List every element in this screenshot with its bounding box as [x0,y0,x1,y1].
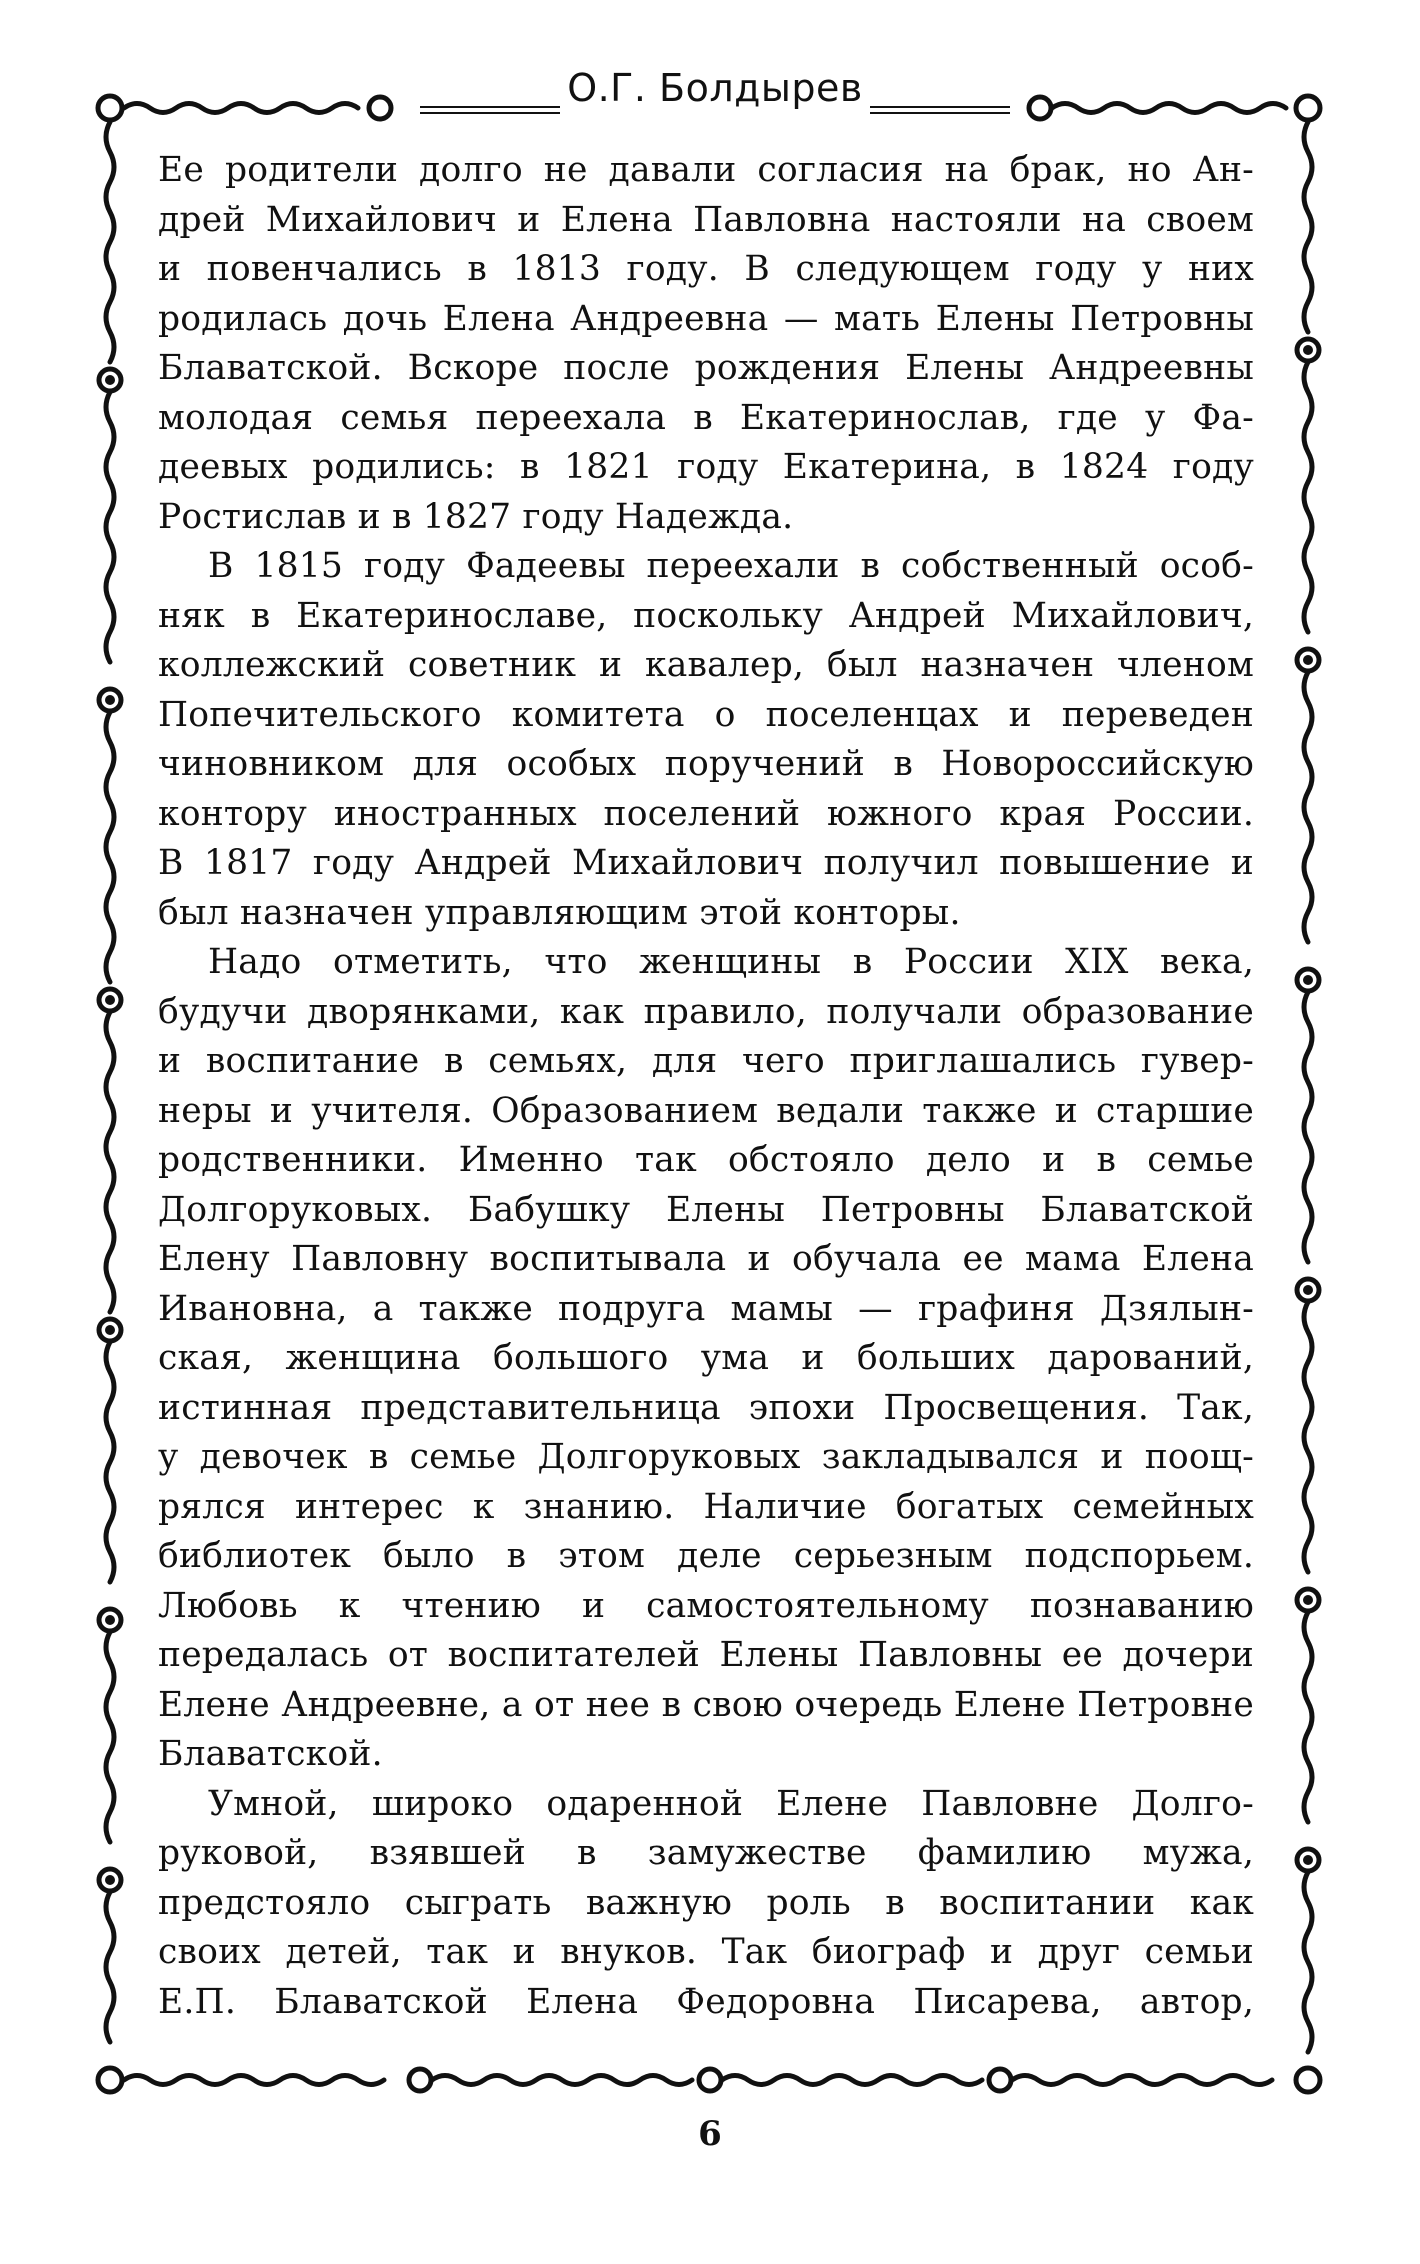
header-rule-right [870,106,1010,108]
text-line: и воспитание в семьях, для чего приглашались гувер- [158,1041,1254,1081]
text-line: няк в Екатеринославе, поскольку Андрей Михайлович, [158,595,1254,636]
text-line: неры и учителя. Образованием ведали также и старшие [158,1090,1254,1131]
text-line: Ростислав и в 1827 году Надежда. [158,496,794,537]
text-line: руковой, взявшей в замужестве фамилию мужа, [158,1833,1254,1873]
text-line: предстояло сыграть важную роль в воспитании как [158,1882,1254,1923]
text-line: дрей Михайлович и Елена Павловна настояли на своем [158,199,1254,240]
text-line: Ивановна, а также подруга мамы — графиня Дзялын- [158,1288,1254,1329]
header-rule-right-2 [870,112,1010,114]
text-line: своих детей, так и внуков. Так биограф и друг семьи [158,1932,1254,1972]
text-line: ская, женщина большого ума и больших дарований, [158,1338,1254,1378]
text-line: Надо отметить, что женщины в России XIX века, [208,942,1254,982]
text-line: Ее родители долго не давали согласия на брак, но Ан- [158,150,1254,190]
text-line: истинная представительница эпохи Просвещения. Так, [158,1387,1254,1428]
text-line: родилась дочь Елена Андреевна — мать Елены Петровны [158,298,1254,339]
text-line: и повенчались в 1813 году. В следующем году у них [158,249,1254,289]
text-line: библиотек было в этом деле серьезным подспорьем. [158,1536,1254,1576]
text-line: контору иностранных поселений южного края России. [158,793,1254,834]
text-line: коллежский советник и кавалер, был назначен членом [158,645,1254,685]
text-line: передалась от воспитателей Елены Павловны ее дочери [158,1635,1254,1675]
text-line: Умной, широко одаренной Елене Павловне Долго- [208,1783,1254,1824]
body-text [158,146,1254,2027]
page-number: 6 [698,2114,722,2154]
text-line: В 1817 году Андрей Михайлович получил повышение и [158,843,1254,883]
text-line: Е.П. Блаватской Елена Федоровна Писарева, автор, [158,1981,1254,2022]
text-line: В 1815 году Фадеевы переехали в собственный особ- [208,546,1254,586]
text-line: Елене Андреевне, а от нее в свою очередь Елене Петровне [158,1684,1254,1725]
running-header [0,58,1420,118]
text-line: у девочек в семье Долгоруковых закладывался и поощ- [158,1437,1254,1477]
text-line: родственники. Именно так обстояло дело и в семье [158,1140,1254,1180]
text-line: рялся интерес к знанию. Наличие богатых семейных [158,1486,1254,1527]
text-line: будучи дворянками, как правило, получали образование [158,991,1254,1032]
header-author-title: О.Г. Болдырев [567,66,863,110]
text-line: молодая семья переехала в Екатеринослав, где у Фа- [158,397,1254,438]
text-line: деевых родились: в 1821 году Екатерина, в 1824 году [158,447,1254,487]
text-line: Блаватской. [158,1734,383,1774]
text-line: был назначен управляющим этой конторы. [158,892,961,933]
header-rule-left [420,106,560,108]
text-line: Долгоруковых. Бабушку Елены Петровны Блаватской [158,1189,1254,1230]
text-line: Попечительского комитета о поселенцах и переведен [158,694,1254,735]
text-line: Елену Павловну воспитывала и обучала ее мама Елена [158,1239,1254,1279]
text-line: Любовь к чтению и самостоятельному познаванию [158,1585,1254,1626]
text-line: Блаватской. Вскоре после рождения Елены Андреевны [158,348,1254,388]
header-rule-left-2 [420,112,560,114]
text-line: чиновником для особых поручений в Новороссийскую [158,744,1254,784]
